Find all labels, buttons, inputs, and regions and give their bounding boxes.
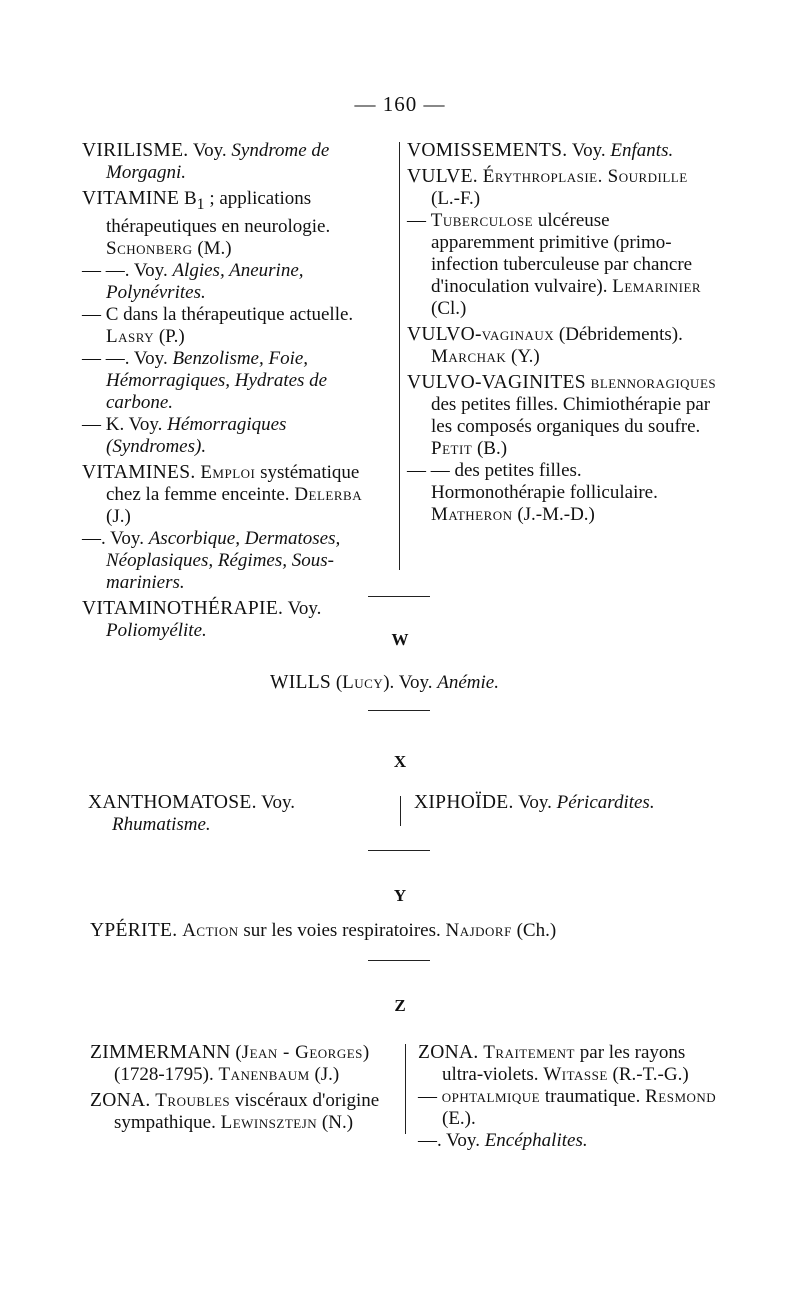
- column-divider: [405, 1044, 406, 1134]
- index-entry: — — des petites filles. Hormonothérapie folliculaire. Matheron (J.-M.-D.): [407, 460, 658, 525]
- section-rule: [368, 710, 430, 711]
- index-entry: — —. Voy. Algies, Aneurine, Polynévrites.: [82, 259, 304, 303]
- index-entry: VULVO-vaginaux (Débridements). Marchak (Y.): [407, 324, 683, 367]
- column-divider: [400, 796, 401, 826]
- index-entry: VITAMINOTHÉRAPIE. Voy. Poliomyélite.: [82, 597, 322, 641]
- index-entry: XANTHOMATOSE. Voy. Rhumatisme.: [88, 792, 295, 835]
- index-entry: VITAMINES. Emploi systématique chez la femme enceinte. Delerba (J.): [82, 461, 363, 527]
- index-entry: VITAMINE $B_1$ ; applications thérapeutiques en neurologie. Schonberg (M.): [82, 188, 331, 259]
- x-right-column: [414, 792, 714, 814]
- index-entry: XIPHOÏDE. Voy. Péricardites.: [414, 792, 655, 813]
- index-entry: — Tuberculose ulcéreuse apparemment primitive (primo-infection tuberculeuse par chancre d'inoculation vulvaire). Lemarinier (Cl.): [407, 210, 702, 319]
- index-entry: WILLS (Lucy). Voy. Anémie.: [270, 672, 499, 693]
- index-entry: ZONA. Troubles viscéraux d'origine sympathique. Lewinsztejn (N.): [90, 1090, 380, 1133]
- index-entry: —. Voy. Ascorbique, Dermatoses, Néoplasiques, Régimes, Sous-mariniers.: [82, 527, 341, 593]
- index-entry: VOMISSEMENTS. Voy. Enfants.: [407, 140, 674, 161]
- section-letter-y: Y: [393, 886, 407, 905]
- index-entry: — ophtalmique traumatique. Resmond (E.).: [418, 1086, 717, 1129]
- z-left-column: [90, 1042, 395, 1134]
- section-rule: [368, 960, 430, 961]
- index-entry: —. Voy. Encéphalites.: [418, 1130, 588, 1151]
- section-letter-w: W: [391, 630, 409, 649]
- section-letter-x: X: [393, 752, 407, 771]
- z-right-column: [418, 1042, 723, 1152]
- page-number: — 160 —: [354, 92, 446, 116]
- section-rule: [368, 850, 430, 851]
- index-entry: — K. Voy. Hémorragiques (Syndromes).: [82, 413, 287, 457]
- index-entry: VIRILISME. Voy. Syndrome de Morgagni.: [82, 140, 330, 183]
- index-entry: ZONA. Traitement par les rayons ultra-violets. Witasse (R.-T.-G.): [418, 1042, 689, 1085]
- section-letter-z: Z: [394, 996, 406, 1015]
- index-entry: VULVO-VAGINITES blennoragiques des petites filles. Chimiothérapie par les composés organiques du soufre. Petit (B.): [407, 372, 717, 459]
- index-entry: ZIMMERMANN (Jean - Georges) (1728-1795). Tanenbaum (J.): [90, 1042, 370, 1085]
- section-rule: [368, 596, 430, 597]
- index-entry: — —. Voy. Benzolisme, Foie, Hémorragiques, Hydrates de carbone.: [82, 347, 328, 413]
- v-left-column: [82, 140, 387, 642]
- column-divider: [399, 142, 400, 570]
- index-entry: — C dans la thérapeutique actuelle. Lasry (P.): [82, 303, 354, 347]
- index-entry: YPÉRITE. Action sur les voies respiratoires. Najdorf (Ch.): [90, 920, 557, 941]
- x-left-column: [88, 792, 393, 836]
- v-right-column: [407, 140, 717, 526]
- index-entry: VULVE. Érythroplasie. Sourdille (L.-F.): [407, 166, 688, 209]
